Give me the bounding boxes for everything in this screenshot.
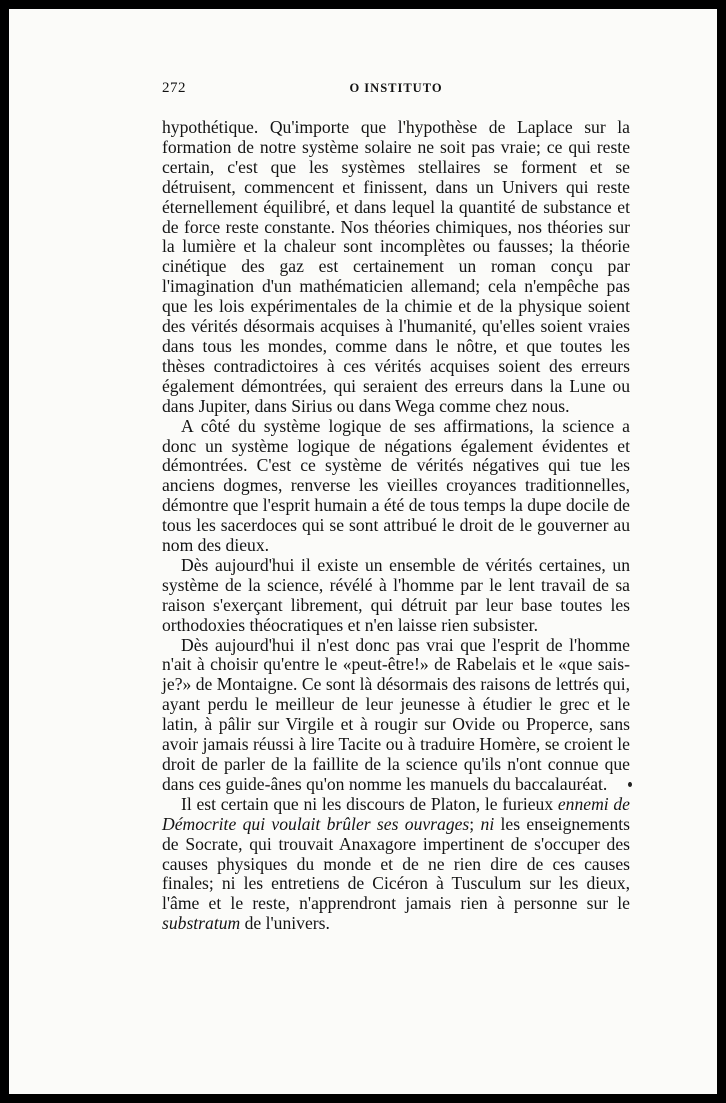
- paragraph: Dès aujourd'hui il existe un ensemble de vérités certaines, un système de la science, révélé à l'homme par le lent travail de sa raison s'exerçant librement, qui détruit par leur base toutes les orthodoxies théocratiques et n'en laisse rien subsister.: [162, 554, 630, 635]
- paragraph: A côté du système logique de ses affirmations, la science a donc un système logique de négations également évidentes et démontrées. C'est ce système de vérités négatives qui tue les anciens dogmes, renverse les vieilles croyances traditionnelles, démontre que l'esprit humain a été de tous temps la dupe docile de tous les sacerdoces qui se sont attribué le droit de le gouverner au nom des dieux.: [162, 415, 630, 556]
- italic-text: substratum: [162, 913, 241, 934]
- ink-speck: [628, 782, 632, 787]
- text-run: de l'univers.: [240, 913, 330, 934]
- running-title: O INSTITUTO: [349, 81, 443, 95]
- italic-text: ni: [480, 813, 495, 834]
- paragraph: Dès aujourd'hui il n'est donc pas vrai que l'esprit de l'homme n'ait à choisir qu'entre le «peut-être!» de Rabelais et le «que sais-je?» de Montaigne. Ce sont là désormais des raisons de lettrés qui, ayant perdu le meilleur de leur jeunesse à étudier le grec et le latin, à pâlir sur Virgile et à rougir sur Ovide ou Properce, sans avoir jamais réussi à lire Tacite ou à traduire Homère, se croient le droit de parler de la faillite de la science qu'ils n'ont connue que dans ces guide-ânes qu'on nomme les manuels du baccalauréat.: [162, 634, 630, 794]
- page-number: 272: [162, 80, 186, 96]
- text-run: Il est certain que ni les discours de Platon, le furieux: [181, 793, 558, 814]
- page-header: [162, 80, 630, 102]
- body-text: [162, 118, 630, 934]
- text-run: ;: [469, 813, 481, 834]
- italic-text: ennemi de Démocrite qui voulait brûler ses ouvrages: [162, 793, 630, 834]
- paragraph: hypothétique. Qu'importe que l'hypothèse de Laplace sur la formation de notre système solaire ne soit pas vraie; ce qui reste certain, c'est que les systèmes stellaires se forment et se détruisent, commencent et finissent, dans un Univers qui reste éternellement équilibré, et dans lequel la quantité de substance et de force reste constante. Nos théories chimiques, nos théories sur la lumière et la chaleur sont incomplètes ou fausses; la théorie cinétique des gaz est certainement un roman conçu par l'imagination d'un mathématicien allemand; cela n'empêche pas que les lois expérimentales de la chimie et de la physique soient des vérités désormais acquises à l'humanité, qu'elles soient vraies dans tous les mondes, comme dans le nôtre, et que toutes les thèses contradictoires à ces vérités acquises soient des erreurs également démontrées, qui seraient des erreurs dans la Lune ou dans Jupiter, dans Sirius ou dans Wega comme chez nous.: [162, 117, 630, 416]
- text-run: les enseignements de Socrate, qui trouvait Anaxagore impertinent de s'occuper des causes physiques du monde et de ne rien dire de ces causes finales; ni les entretiens de Cicéron à Tusculum sur les dieux, l'âme et le reste, n'apprendront jamais rien à personne sur le: [162, 813, 630, 914]
- paragraph-last: [162, 795, 630, 934]
